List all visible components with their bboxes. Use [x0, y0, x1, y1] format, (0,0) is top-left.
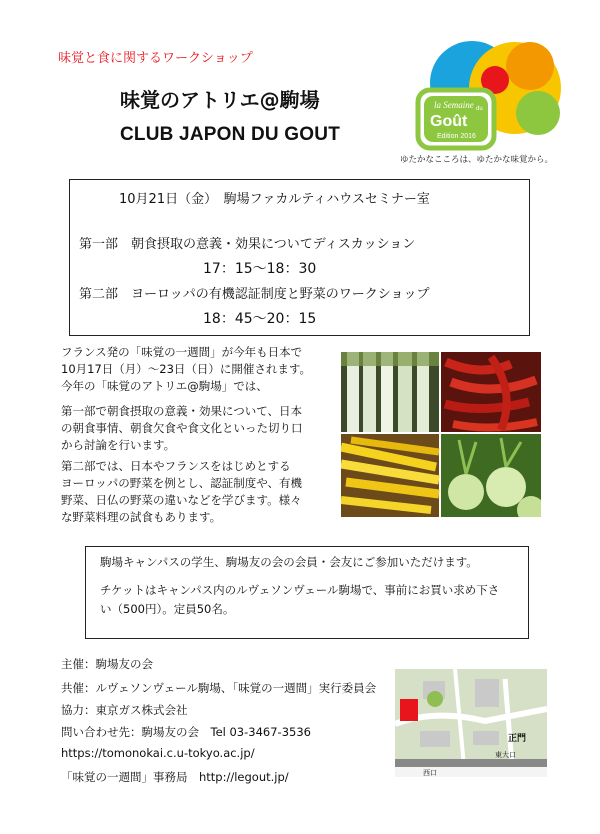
notice-line-1: 駒場キャンパスの学生、駒場友の会の会員・会友にご参加いただけます。 — [100, 555, 478, 569]
map-venue-marker — [400, 699, 418, 721]
kohlrabi-photo — [441, 434, 541, 517]
vegetable-photos — [341, 352, 541, 517]
yellow-carrot-photo — [341, 434, 439, 517]
campus-map — [395, 669, 547, 777]
text-line: 10月17日（月）〜23日（日）に開催されます。 — [61, 362, 311, 376]
description-paragraph-3 — [61, 458, 302, 526]
logo-orange-circle — [506, 42, 554, 90]
part2-title: 第二部 ヨーロッパの有機認証制度と野菜のワークショップ — [79, 287, 430, 302]
leek-photo — [341, 352, 439, 432]
map-station-west-label: 西口 — [423, 769, 437, 777]
organizer: 主催：駒場友の会 — [61, 657, 153, 671]
text-line: の朝食事情、朝食欠食や食文化といった切り口 — [61, 421, 303, 435]
text-line: 今年の「味覚のアトリエ@駒場」では、 — [61, 379, 268, 393]
contact: 問い合わせ先：駒場友の会 Tel 03-3467-3536 — [61, 725, 311, 739]
map-station-east-label: 東大口 — [495, 751, 516, 759]
part2-time: 18：45〜20：15 — [203, 311, 317, 327]
text-line: な野菜料理の試食もあります。 — [61, 510, 222, 524]
text-line: 第一部で朝食摂取の意義・効果について、日本 — [61, 404, 303, 418]
page-title-en: CLUB JAPON DU GOUT — [120, 124, 340, 145]
description-paragraph-1 — [61, 344, 311, 395]
notice-line-2: チケットはキャンパス内のルヴェソンヴェール駒場で、事前にお買い求め下さ — [100, 583, 500, 597]
co-organizer: 共催：ルヴェソンヴェール駒場、「味覚の一週間」実行委員会 — [61, 681, 377, 695]
notice-box — [85, 546, 529, 639]
logo-tagline: ゆたかなこころは、ゆたかな味覚から。 — [400, 155, 554, 165]
text-line: 第二部では、日本やフランスをはじめとする — [61, 459, 291, 473]
part1-time: 17：15〜18：30 — [203, 261, 317, 277]
text-line: から討論を行います。 — [61, 438, 176, 452]
text-line: 野菜、日仏の野菜の違いなどを学びます。様々 — [61, 493, 302, 507]
notice-line-3: い（500円）。定員50名。 — [100, 602, 235, 616]
map-gate-label: 正門 — [508, 734, 527, 744]
red-pepper-photo — [441, 352, 541, 432]
event-info-box — [69, 179, 530, 336]
logo-du-text: du — [476, 106, 483, 112]
logo-edition: Edition 2016 — [437, 133, 476, 140]
logo-top-text: la Semaine — [434, 100, 474, 110]
subtitle: 味覚と食に関するワークショップ — [58, 51, 253, 66]
event-date-venue: 10月21日（金） 駒場ファカルティハウスセミナー室 — [119, 192, 430, 207]
logo-green-circle — [516, 91, 560, 135]
office-info[interactable]: 「味覚の一週間」事務局 http://legout.jp/ — [61, 770, 289, 784]
page-title: 味覚のアトリエ@駒場 — [120, 88, 320, 112]
text-line: ヨーロッパの野菜を例とし、認証制度や、有機 — [61, 476, 303, 490]
logo-word: Goût — [430, 113, 468, 130]
cooperation: 協力：東京ガス株式会社 — [61, 703, 188, 717]
semaine-du-gout-logo — [410, 38, 570, 168]
url-link[interactable]: https://tomonokai.c.u-tokyo.ac.jp/ — [61, 746, 255, 760]
text-line: フランス発の「味覚の一週間」が今年も日本で — [61, 345, 303, 359]
description-paragraph-2 — [61, 403, 303, 454]
part1-title: 第一部 朝食摂取の意義・効果についてディスカッション — [79, 237, 416, 252]
